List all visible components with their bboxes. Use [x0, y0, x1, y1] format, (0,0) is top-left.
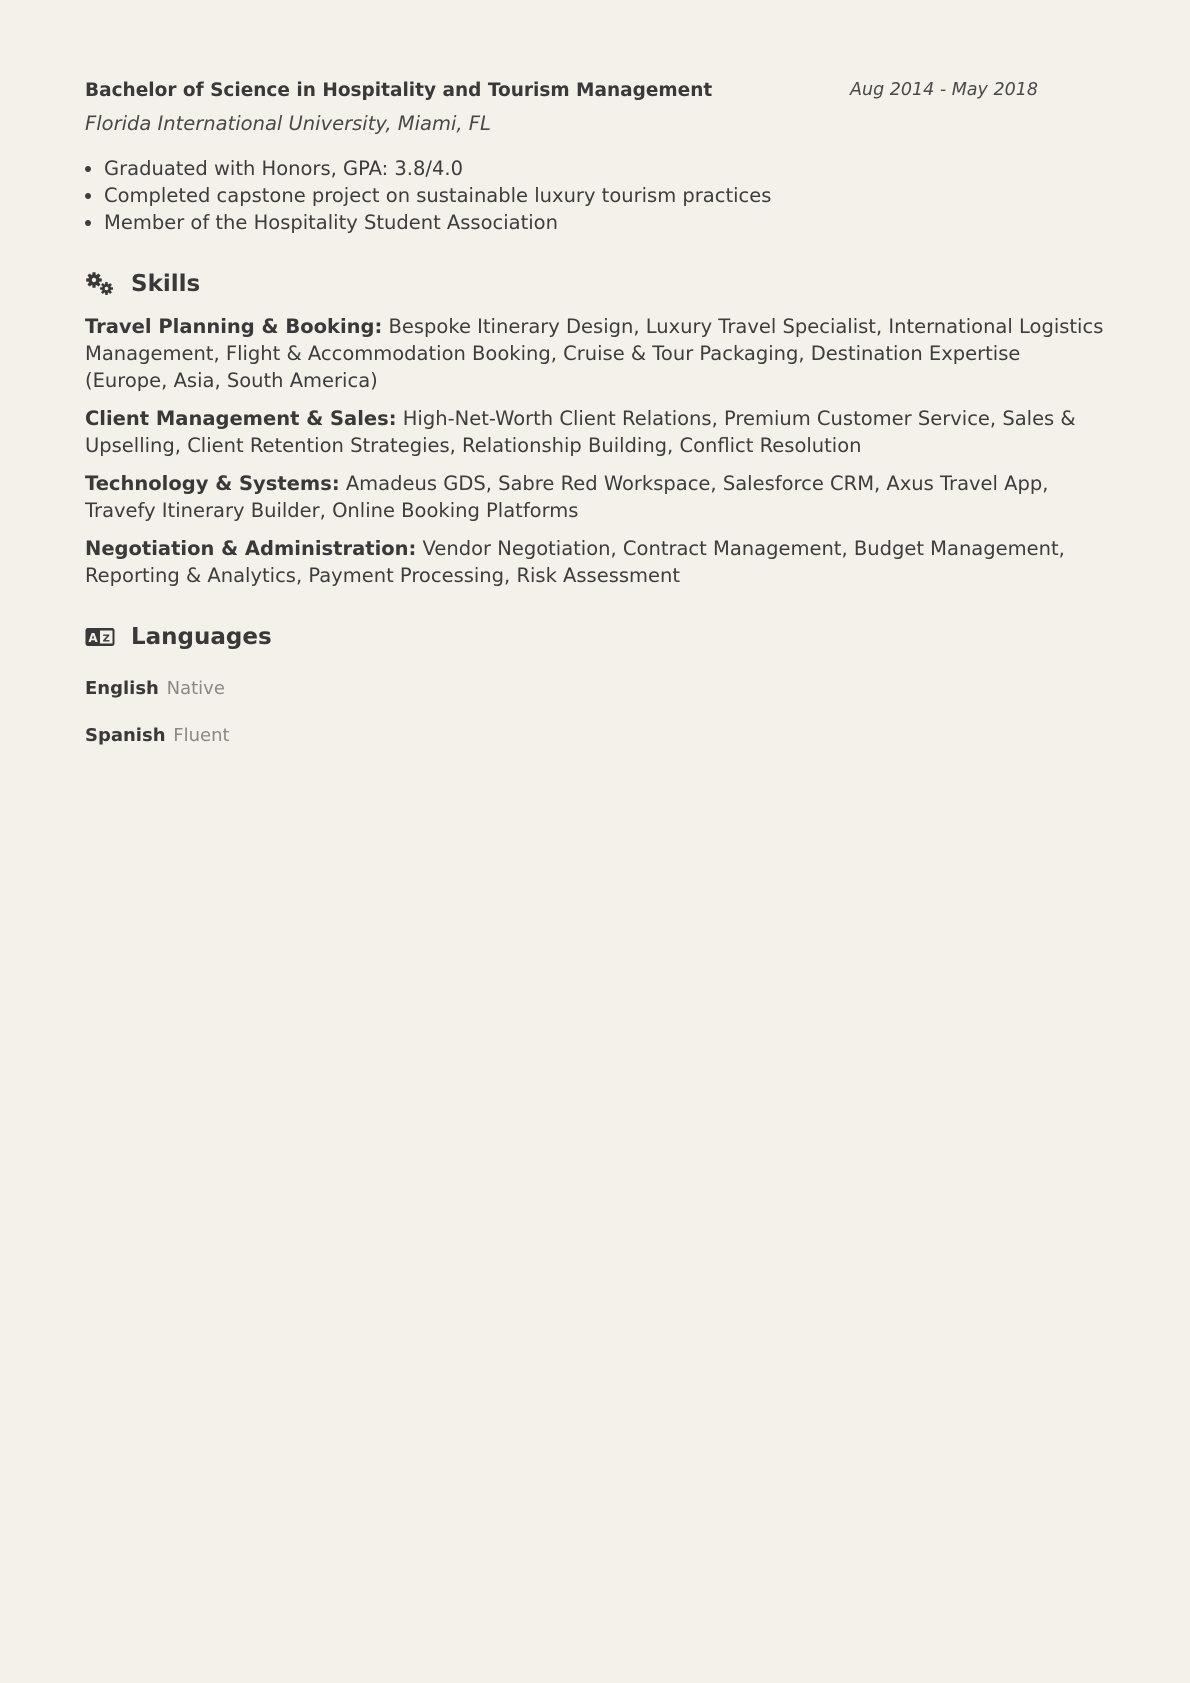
skills-section-header	[85, 269, 1105, 299]
list-item: • Graduated with Honors, GPA: 3.8/4.0	[104, 155, 1105, 182]
svg-text:A: A	[88, 631, 98, 645]
skill-values: High-Net-Worth Client Relations, Premium Customer Service, Sales & Upselling, Client Retention Strategies, Relationship Building, Conflict Resolution	[85, 407, 1076, 457]
list-item: • Completed capstone project on sustainable luxury tourism practices	[104, 182, 1105, 209]
language-row	[85, 725, 1105, 746]
language-row	[85, 678, 1105, 699]
skill-category: Client Management & Sales:	[85, 407, 397, 430]
school-name: Florida International University, Miami, FL	[85, 112, 491, 135]
svg-text:Z: Z	[102, 633, 110, 645]
skill-category: Negotiation & Administration:	[85, 537, 417, 560]
education-dates: Aug 2014 - May 2018	[850, 80, 1038, 100]
language-name: English	[85, 678, 159, 699]
skill-row	[85, 405, 1105, 459]
skills-list	[85, 313, 1105, 589]
gears-icon	[85, 271, 115, 297]
language-level: Fluent	[173, 725, 230, 746]
section-title: Languages	[131, 624, 272, 650]
section-title: Skills	[131, 271, 201, 297]
skill-values: Bespoke Itinerary Design, Luxury Travel Specialist, International Logistics Management, Flight & Accommodation Booking, Cruise & Tour Packaging, Destination Expertise (Europe, Asia, South America)	[85, 315, 1104, 392]
education-entry-header	[85, 78, 1105, 108]
resume-page	[85, 78, 1105, 746]
skill-row	[85, 313, 1105, 394]
skill-category: Technology & Systems:	[85, 472, 340, 495]
skill-row	[85, 470, 1105, 524]
skill-values: Amadeus GDS, Sabre Red Workspace, Salesforce CRM, Axus Travel App, Travefy Itinerary Builder, Online Booking Platforms	[85, 472, 1049, 522]
language-level: Native	[166, 678, 225, 699]
degree-title: Bachelor of Science in Hospitality and Tourism Management	[85, 80, 713, 101]
language-icon	[85, 624, 115, 650]
language-name: Spanish	[85, 725, 166, 746]
skill-category: Travel Planning & Booking:	[85, 315, 383, 338]
languages-section-header	[85, 622, 1105, 652]
skill-row	[85, 535, 1105, 589]
skill-values: Vendor Negotiation, Contract Management, Budget Management, Reporting & Analytics, Payment Processing, Risk Assessment	[85, 537, 1065, 587]
education-bullets	[85, 155, 1105, 236]
list-item: • Member of the Hospitality Student Association	[104, 209, 1105, 236]
